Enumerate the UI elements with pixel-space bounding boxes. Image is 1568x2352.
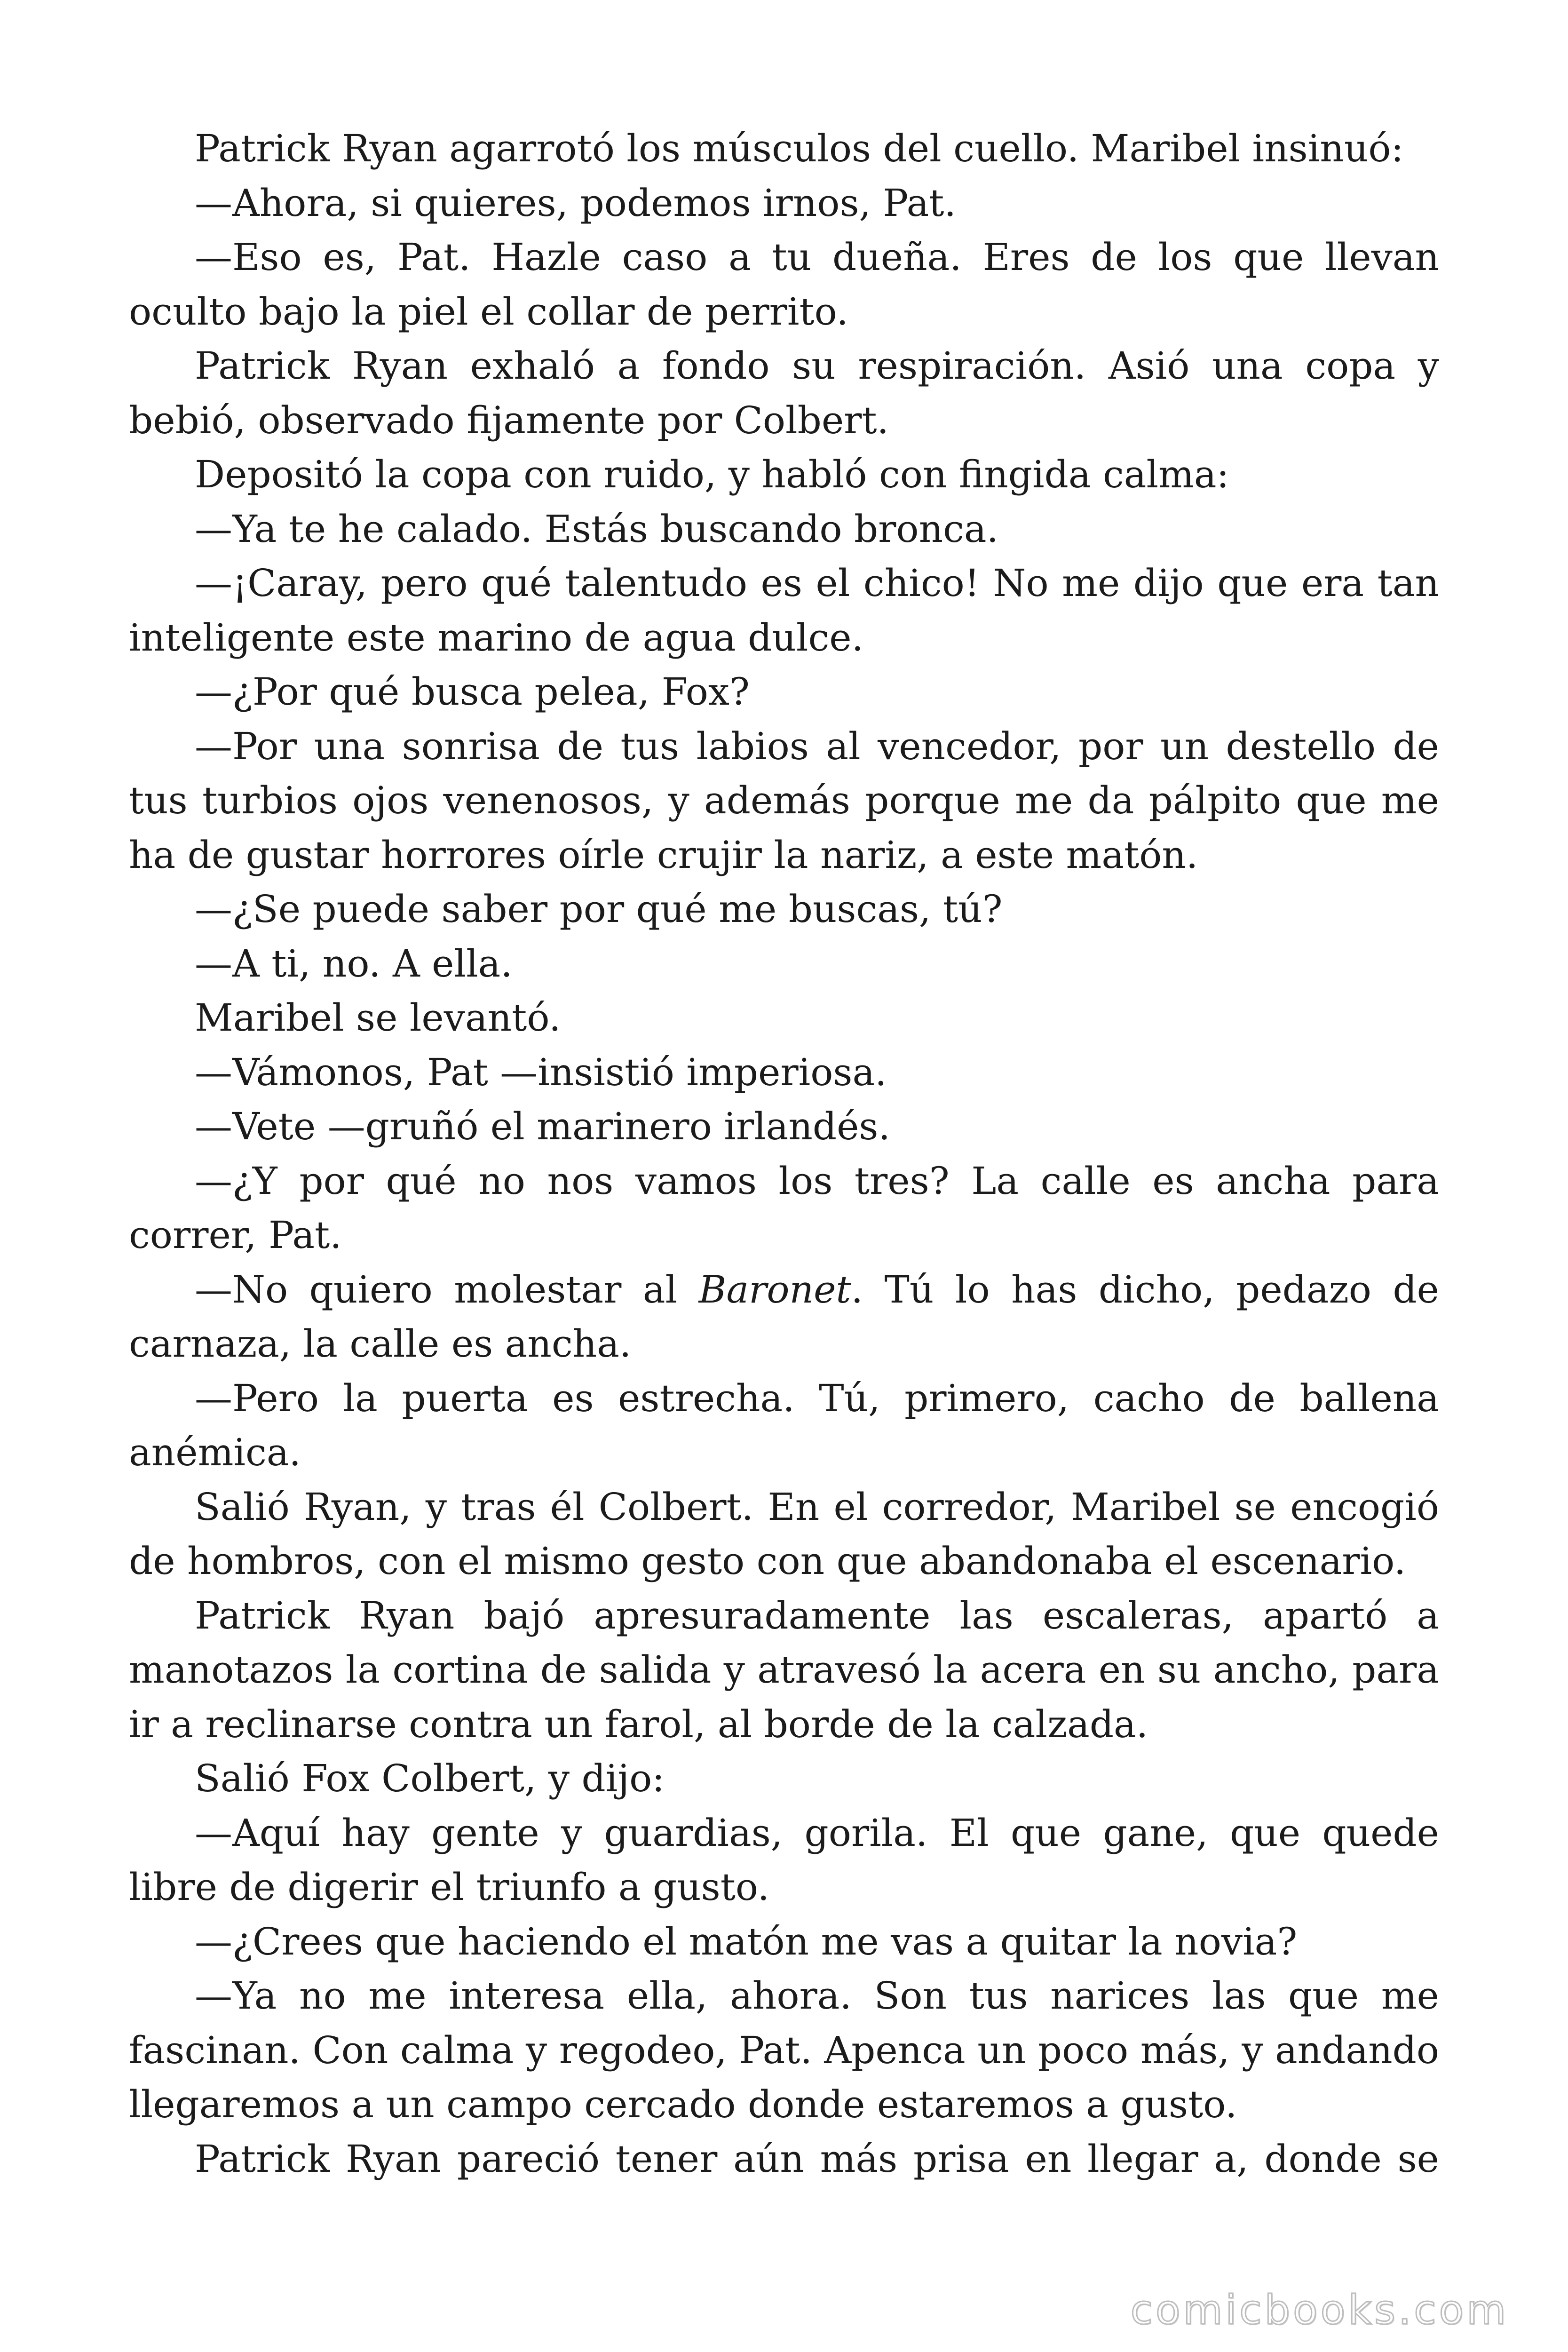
italic-text: Baronet	[698, 1267, 851, 1311]
paragraph	[129, 121, 1439, 176]
text-run: —Vete —gruñó el marinero irlandés.	[195, 1104, 890, 1148]
paragraph	[129, 1480, 1439, 1589]
paragraph	[129, 230, 1439, 339]
paragraph	[129, 1589, 1439, 1752]
paragraph	[129, 991, 1439, 1045]
text-run: —¿Se puede saber por qué me buscas, tú?	[195, 887, 1003, 931]
text-run: Salió Ryan, y tras él Colbert. En el corredor, Maribel se encogió de hombros, con el mismo gesto con que abandonaba el escenario.	[129, 1485, 1439, 1583]
text-run: —¡Caray, pero qué talentudo es el chico! No me dijo que era tan inteligente este marino de agua dulce.	[129, 561, 1439, 660]
text-run: . Tú lo has dicho, pedazo de carnaza, la calle es ancha.	[129, 1267, 1440, 1366]
text-run: Maribel se levantó.	[195, 996, 561, 1040]
paragraph	[129, 2132, 1439, 2186]
text-run: —¿Crees que haciendo el matón me vas a quitar la novia?	[195, 1919, 1298, 1963]
text-run: —Ya no me interesa ella, ahora. Son tus narices las que me fascinan. Con calma y regodeo, Pat. Apenca un poco más, y andando llegaremos a un campo cercado donde estaremos a gusto.	[129, 1974, 1439, 2126]
text-run: —Por una sonrisa de tus labios al vencedor, por un destello de tus turbios ojos venenosos, y además porque me da pálpito que me ha de gustar horrores oírle crujir la nariz, a este matón.	[129, 724, 1439, 877]
text-run: —No quiero molestar al	[195, 1267, 699, 1311]
text-run: —¿Y por qué no nos vamos los tres? La calle es ancha para correr, Pat.	[129, 1159, 1439, 1257]
text-run: Depositó la copa con ruido, y habló con fingida calma:	[195, 453, 1229, 496]
paragraph	[129, 502, 1439, 556]
paragraph	[129, 1154, 1439, 1263]
watermark: comicbooks.com	[1130, 2287, 1509, 2334]
text-run: —Ahora, si quieres, podemos irnos, Pat.	[195, 181, 956, 225]
paragraph	[129, 1045, 1439, 1100]
paragraph	[129, 665, 1439, 719]
text-run: —Pero la puerta es estrecha. Tú, primero, cacho de ballena anémica.	[129, 1376, 1439, 1474]
text-run: —Vámonos, Pat —insistió imperiosa.	[195, 1050, 887, 1094]
text-run: Patrick Ryan agarrotó los músculos del cuello. Maribel insinuó:	[195, 127, 1404, 170]
paragraph	[129, 719, 1439, 882]
paragraph	[129, 1806, 1439, 1915]
paragraph	[129, 882, 1439, 937]
paragraph	[129, 556, 1439, 665]
text-run: Salió Fox Colbert, y dijo:	[195, 1756, 665, 1800]
text-run: —Ya te he calado. Estás buscando bronca.	[195, 507, 999, 551]
text-run: —¿Por qué busca pelea, Fox?	[195, 670, 750, 714]
paragraph	[129, 1371, 1439, 1480]
paragraph	[129, 1969, 1439, 2132]
text-run: Patrick Ryan exhaló a fondo su respiración. Asió una copa y bebió, observado fijamente por Colbert.	[129, 344, 1439, 442]
paragraph	[129, 1099, 1439, 1154]
text-run: —A ti, no. A ella.	[195, 941, 513, 985]
book-page-text	[129, 121, 1439, 2186]
paragraph	[129, 937, 1439, 991]
text-run: Patrick Ryan pareció tener aún más prisa en llegar a, donde se	[195, 2137, 1439, 2181]
text-run: —Eso es, Pat. Hazle caso a tu dueña. Eres de los que llevan oculto bajo la piel el collar de perrito.	[129, 235, 1439, 334]
paragraph	[129, 447, 1439, 502]
paragraph	[129, 1263, 1439, 1371]
text-run: —Aquí hay gente y guardias, gorila. El que gane, que quede libre de digerir el triunfo a gusto.	[129, 1811, 1439, 1909]
paragraph	[129, 339, 1439, 447]
paragraph	[129, 1915, 1439, 1969]
paragraph	[129, 176, 1439, 230]
paragraph	[129, 1751, 1439, 1806]
text-run: Patrick Ryan bajó apresuradamente las escaleras, apartó a manotazos la cortina de salida y atravesó la acera en su ancho, para ir a reclinarse contra un farol, al borde de la calzada.	[129, 1593, 1439, 1746]
